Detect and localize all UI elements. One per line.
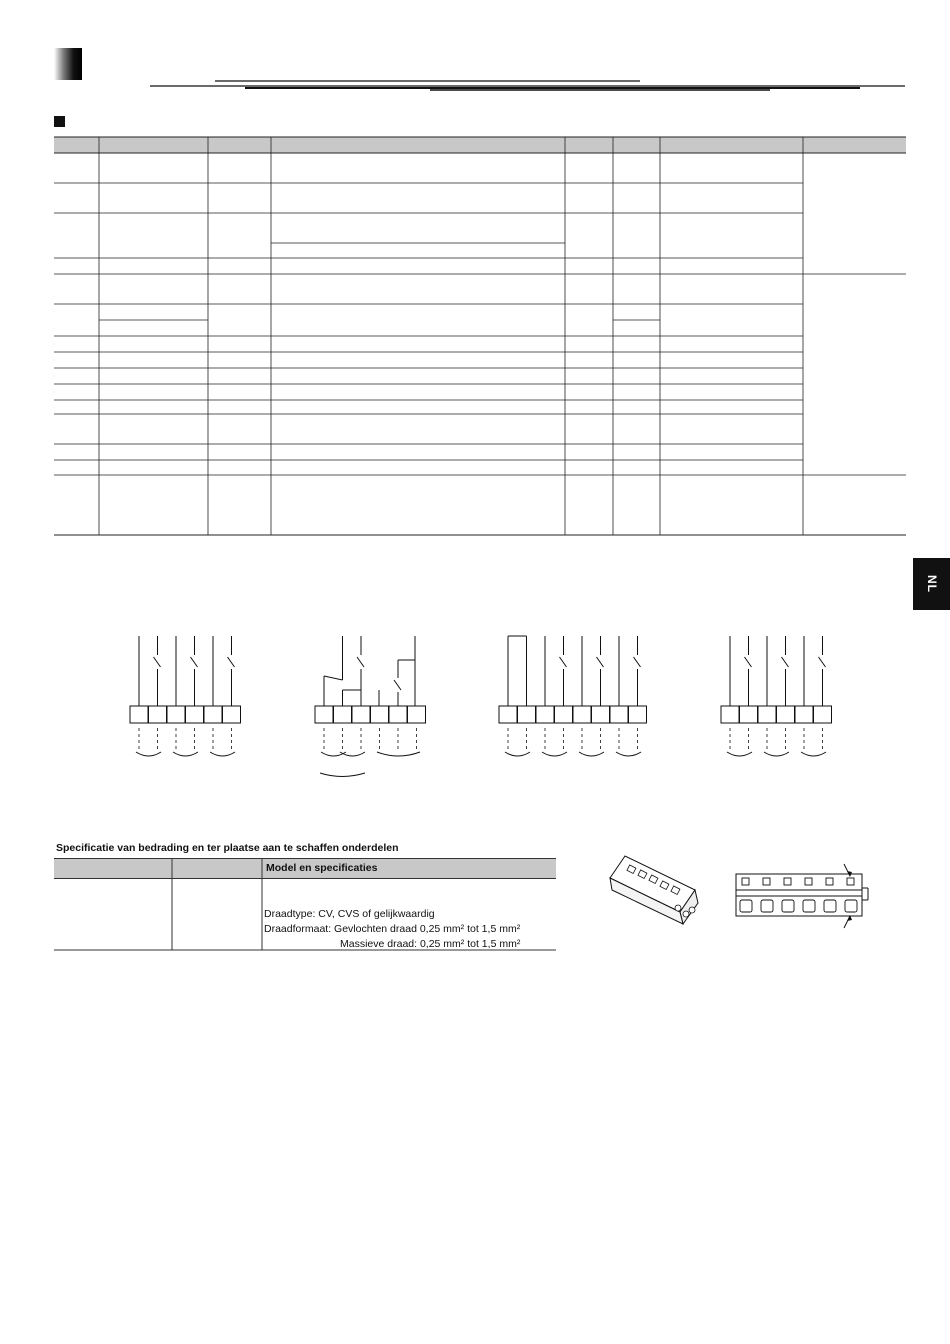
spec-wire-type: Draadtype: CV, CVS of gelijkwaardig [264,908,435,920]
terminal-block-front-icon [732,860,872,930]
terminal-block-perspective-icon [600,848,710,928]
spec-header-label: Model en specificaties [266,862,378,874]
spec-section-title: Specificatie van bedrading en ter plaatse aan te schaffen onderdelen [56,842,399,854]
spec-wire-size: Draadformaat: Gevlochten draad 0,25 mm² tot 1,5 mm² [264,923,521,935]
spec-solid-wire: Massieve draad: 0,25 mm² tot 1,5 mm² [340,938,521,950]
language-tab-label: NL [924,575,939,593]
